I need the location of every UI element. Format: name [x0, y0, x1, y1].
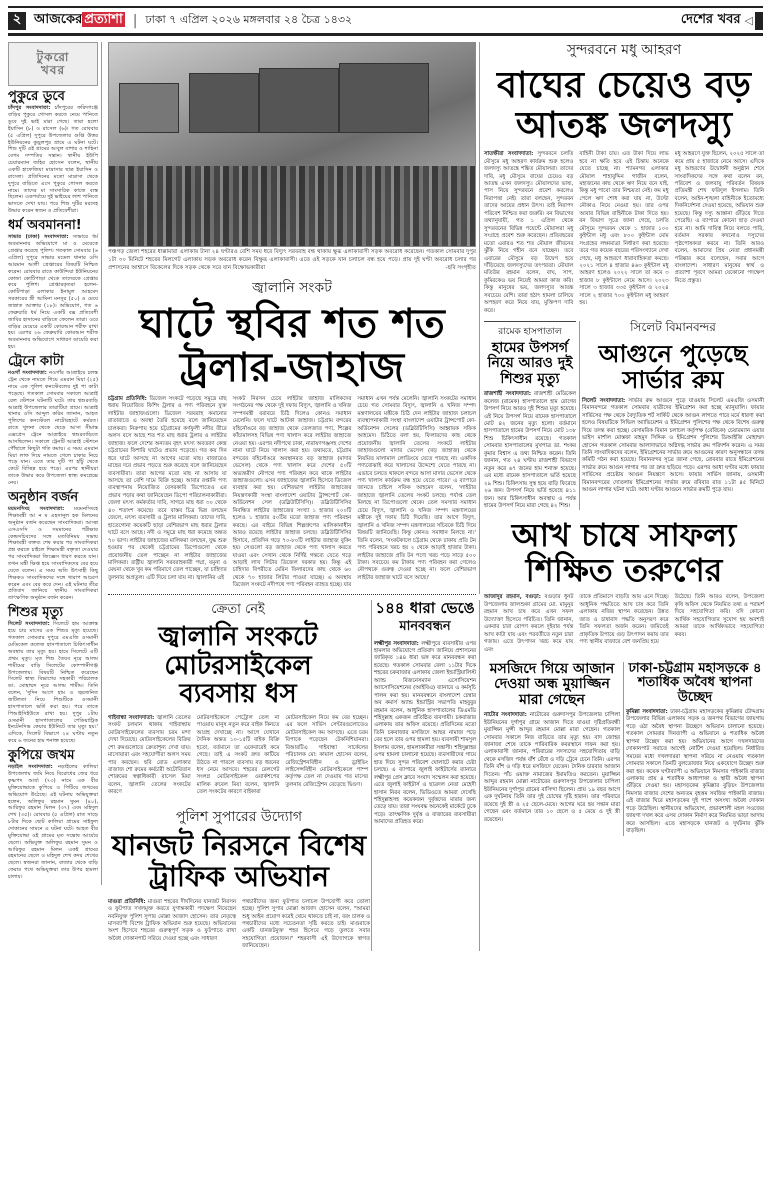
brief-dateline: নড়াইল সংবাদদাতা:	[8, 764, 53, 771]
tiger-headline-line1: বাঘের চেয়েও বড়	[497, 65, 751, 106]
brief-item	[8, 90, 98, 215]
paper-logo	[34, 10, 125, 31]
sugarcane-dateline: আজাদুর রহমান, বগুড়া:	[484, 594, 541, 601]
server-headline-line2: সার্ভার রুম	[622, 366, 724, 395]
photo-credit: -ছবি সংগৃহীত	[445, 264, 476, 271]
section-name: দেশের খবর	[680, 12, 741, 27]
measles-label: রামেক হাসপাতাল	[498, 327, 562, 337]
briefs-banner-line2: খবর	[40, 63, 66, 77]
lead-headline-line1: ঘাটে স্থবির শত শত	[139, 301, 445, 347]
sugarcane-col-2: তাকে প্রতিমাসে বাড়তি আয় এনে দিচ্ছে। আধুনিক পদ্ধতিতে আখ চাষ করে তিনি এলাকায় নজির স্থাপন করেছেন। উন্নত জাত ও চাষাবাদ পদ্ধতি অনুসরণ করে তিনি সফলতা অর্জন করেন। জমিতেই প্রাকৃতিক উপায়ে গুড় উৎপাদন করায় তার পণ্য স্থানীয় বাজারে বেশ জনপ্রিয় হয়ে	[579, 594, 669, 646]
brief-item	[8, 606, 98, 745]
muezzin-dateline: নাটোর সংবাদদাতা:	[484, 712, 527, 719]
measles-story	[484, 321, 576, 510]
motorcycle-headline-line1: জ্বালানি সংকটে মোটরসাইকেল	[158, 622, 318, 681]
section-divider	[108, 594, 476, 595]
paper-name-part1: আজকের	[34, 12, 83, 27]
muezzin-body: নাটোর সংবাদদাতা: নাটোরের গুরুদাসপুর উপজেলার চাপিলা ইউনিয়নের দুর্গাপুর গ্রামে আজান দিতে যাওয়া দৃষ্টিপ্রতিবন্ধী মুয়াজ্জিন মুন্সী আব্দুর রহমান মোল্লা মারা গেছেন। গতকাল সোমবার সকালে নিজ বাড়িতে তার মৃত্যু হয়। বাদ জোহর জানাজা শেষে তাকে পারিবারিক কবরস্থানে দাফন করা হয়। এলাকাবাসী জানান, পরিবারের সদস্যদের সহযোগিতায় বাড়ি থেকে মসজিদ পর্যন্ত বাঁশ বেঁধে ও দড়ি ট্রেনে চেনে তিনি। এরপর তিনি বাঁশ ও দড়ি ধরে মসজিদে যেতেন। দৈনিক চারবার আজান দিতেন। পাঁচ ওয়াক্ত নামাজের ইমামতিও করতেন। মুয়াজ্জিন আব্দুর রহমান মোল্লা নাটোরের গুরুদাসপুর উপজেলার চাপিলা ইউনিয়নের দুর্গাপুর গ্রামের বাসিন্দা ছিলেন। প্রায় ১৯ বছর আগে এক দুর্ঘটনায় তিনি তার দুই চোখের দৃষ্টি হারান। তার পরিবারে রয়েছে দুই স্ত্রী ও ২৫ ছেলে-মেয়ে। আগের ঘরে ছয় সন্তান মারা গেছেন এবং বর্তমানে তার ১০ ছেলে ও ৫ মেয়ে ও দুই স্ত্রী রয়েছেন।	[484, 712, 620, 823]
tiger-headline-line2: আতঙ্ক জলদস্যু	[515, 104, 733, 146]
motorcycle-headline-line2: ব্যবসায় ধস	[179, 679, 297, 710]
motorcycle-kicker: ক্রেতা নেই	[211, 602, 265, 617]
brief-dateline: সাভার (ঢাকা) সংবাদদাতা:	[8, 234, 69, 241]
tiger-story	[484, 38, 764, 315]
sidebar-briefs	[8, 42, 102, 885]
photo-caption	[108, 249, 476, 272]
tiger-col-3: মধু আহরণে যুক্ত ছিলেন, ২০২৫ সালে তা কমে প্রায় ৫ হাজারে নেমে আসে। এদিকে মধু আহরণের উদ্বোধনী অনুষ্ঠান শেষে সাংবাদিকদের সঙ্গে কথা বলেন বন, পরিবেশ ও জলবায়ু পরিবর্তন বিষয়ক প্রতিমন্ত্রী শেখ ফরিদুল ইসলাম। তিনি বলেন, আইন-শৃঙ্খলা বাহিনীকে ইতোমধ্যে দিকনির্দেশনা দেওয়া হয়েছে, অভিযান শুরু হয়েছে। কিন্তু দস্যু আস্তানা গুঁড়িয়ে দিতে পেরেছি। এ ব্যাপারে কোনো ছাড় দেওয়া হবে না। আমি দায়িত্ব নিয়ে বলতে পারি, বর্তমান সরকার কখনোও দস্যুদের পৃষ্ঠপোষকতা করবে না। তিনি আরও বলেন, আমাদের প্রিয় নেতা প্রধানমন্ত্রী পরিষ্কার করে বলেছেন, সবার আগে বাংলাদেশ। সাধারণ মানুষের স্বার্থ ও প্রত্যাশা পূরণে আমরা যেকোনো পদক্ষেপ নিতে প্রস্তুত।	[674, 151, 764, 284]
tiger-col-2: বাহিনী টাকা চায়। এত টাকা দিয়ে লাভ হবে না ক্ষতি হবে এই চিন্তায় অনেকে যেতে চাচ্ছে না। শ্যামনগর এলাকার মৌয়াল শাহাবুদ্দিন গাজীন বলেন, মহাজনের কাছ থেকে ঋণ নিয়ে বনে যাই, কিন্তু মধু পাবো তার নিশ্চয়তা নেই। কম মধু পেলে ঋণ শোধ করা যায় না, উল্টো নৌকাও নিয়ে নেওয়া হয়। তার ওপর আবার বিভিন্ন বাহিনীকে টাকা দিতে হয়। বন বিভাগ সূত্রে জানা গেছে, চলতি মৌসুমে সুন্দরবন থেকে ১ হাজার ১০০ কুইন্টাল মধু এবং ৮০০ কুইন্টাল মোম সংগ্রহের লক্ষ্যমাত্রা নির্ধারণ করা হয়েছে। তবে গত কয়েক বছরের পরিসংখ্যানে দেখা গেছে, মধু আহরণে ধারাবাহিকতা কমছে। ২০২১ সালে ৪ হাজার ৪৬৩ কুইন্টাল মধু আহরণ হলেও ২০২২ সালে তা কমে ৩ হাজার ৮ কুইন্টালে নেমে আসে। ২০২৩ সালে ৩ হাজার ৩৩৫ কুইন্টাল ও ২০২৪ সালে ২ হাজার ৭০০ কুইন্টাল মধু আহরণ হয়।	[579, 151, 669, 307]
measles-headline: হামের উপসর্গ নিয়ে আরও দুই শিশুর মৃত্যু	[487, 340, 573, 387]
lead-body	[108, 396, 476, 590]
traffic-story	[108, 805, 370, 951]
brief-item	[8, 219, 98, 351]
server-dateline: সিলেট সংবাদদাতা:	[582, 397, 626, 404]
server-kicker: সিলেট বিমানবন্দর	[630, 320, 716, 334]
brief-item	[8, 355, 98, 487]
tiger-kicker: সুন্দরবনে মধু আহরণ	[566, 42, 682, 58]
brief-dateline: নওগাঁ সংবাদদাতা:	[8, 370, 47, 377]
brief-title: ট্রেনে কাটা	[8, 353, 64, 369]
brief-body: ময়মনসিংহ সংবাদদাতা: ময়মনসিংহে শিক্ষামন্ত্রী আ ন ম এহসানুল হক মিলনের অনুষ্ঠান বর্জন করেছেন সাংবাদিকরা। আসন্ন এসএসসি ও সমমানের পরীক্ষার কেন্দ্রসচিবদের সঙ্গে মতবিনিময় সভায় শিক্ষামন্ত্রী বক্তব্য শেষ করার পর সাংবাদিকরা প্রশ্ন করতে চাইলে শিক্ষামন্ত্রী বক্তৃতা দেওয়ার পর সাংবাদিকরা জিজ্ঞেস ধারণ করতে যান। তখন মন্ত্রী ক্ষিপ্ত হয়ে সাংবাদিকদের বের হয়ে যেতে বলেন। এ সময় অতি উৎসাহী কিছু শিক্ষকও সাংবাদিকদের সঙ্গে খারাপ আচরণ করেন এবং বের করে দেন। এই ঘটনার তীব্র প্রতিবাদ জানিয়ে স্থানীয় সাংবাদিকরা তাৎক্ষণিক অনুষ্ঠান বর্জন করেন।	[8, 506, 98, 602]
tiger-headline	[484, 66, 764, 145]
brief-title: পুকুরে ডুবে	[8, 89, 65, 104]
brief-body: সাভার (ঢাকা) সংবাদদাতা: সাভারে ধর্ম অবমাননার অভিযোগে মা ও মেয়েকে গ্রেপ্তার করেছে পুলিশ। গতকাল সোমবার (৬ এপ্রিল) দুপুরে সাভার মডেল থানার ওসি আরমান আলী গ্রেপ্তারের বিষয়টি নিশ্চিত করেন। রোববার রাতে কাউন্দিয়া ইউনিয়নের কোন্ডা কোটিপাড়া থেকে তাদেরকে গ্রেপ্তার করে পুলিশ। গ্রেপ্তারকৃতরা হলেন- কোটিপাড়া এলাকার ইনামুল আহমেদ সরকারের স্ত্রী আমিনা মনসুর (৫০) ও মেয়ে জান্নাত আক্তার (১৮)। অভিযোগ, গত ৬ ফেব্রুয়ারি ধর্ম নিয়ে একটি বক্স প্রতিবেশী জাবির হাসানের বাড়িতে ফেলেন তারা। ওরে বাড়ির মেয়েরে একটি কোরআন শরীফ রাখা হয়। এরপর ২৬ ফেব্রুয়ারি কোরআন শরীফ অবমাননার অভিযোগে সাধারণ ডায়েরি করা হয়।	[8, 234, 98, 351]
column-rule	[623, 662, 624, 836]
sugarcane-body	[484, 594, 764, 654]
brief-title: অনুষ্ঠান বর্জন	[8, 489, 79, 505]
traffic-headline-line2: ট্রাফিক অভিযান	[149, 859, 329, 893]
traffic-body	[108, 899, 370, 951]
highway-story	[626, 662, 764, 836]
briefs-banner-line1: টুকরো	[36, 49, 70, 64]
section144-subheadline: মানববন্ধন	[399, 618, 451, 634]
sugarcane-headline	[484, 518, 764, 588]
column-rule	[579, 321, 580, 510]
brief-body: নড়াইল সংবাদদাতা: নড়াইলের কালিয়া উপজেলায় জমি নিয়ে বিরোধের জের ধরে কৃষ্ণপদ আর্য্য (৭৩) নামে এক বীর মুক্তিযোদ্ধাকে কুপিয়ে ও পিটিয়ে জখমের অভিযোগ উঠেছে। এই ঘটনায় অভিযুক্তরা হলেন, অলিফুর রহমান সুমন (৪০), আরিফুর রহমান মিলন (৩৭) এবং মহিদুল শেখ (৩৫)। রোববার (৫ এপ্রিল) রাত সাড়ে ৮টার দিকে ছোট কালিয়া গ্রামের সাইফুল দোকানের সামনে এ ঘটনা ঘটে। আহত বীর মুক্তিযোদ্ধা ওই গ্রামের মৃত সন্তোষ আর্য্যের ছেলে। অভিযুক্ত অলিফুর রহমান সুমন ও আরিফুর রহমান মিলন একই গ্রামের রহমানের ছেলে ও মহিদুল শেখ কদর শেখের ছেলে। স্বজনরা জানান, বাজার থেকে বাড়ি ফেরার পথে অভিযুক্তরা তার উপর হামলা চালায়।	[8, 764, 98, 880]
traffic-col-1: মাগুরা প্রতিনিধি: মাগুরা শহরের দীর্ঘদিনের যানজট নিরসন ও ফুটপাত দখলমুক্ত করতে যুগান্তকারী পদক্ষেপ নিয়েছেন নবনিযুক্ত পুলিশ সুপার মোল্লা আজাদ হোসেন। তার নেতৃত্বে মাসব্যাপী বিশেষ ট্রাফিক অভিযান শুরু হয়েছে। অভিযানের অংশ হিসেবে শহরের গুরুত্বপূর্ণ সড়ক ও ফুটপাতে রাখা অবৈধ দোকানপাট সরিয়ে দেওয়া হচ্ছে এবং সাধারণ	[108, 898, 236, 942]
sugarcane-col-3: উঠেছে। তিনি আরও বলেন, উপজেলা কৃষি অফিস থেকে নিয়মিত তথ্য ও পরামর্শ দিয়ে সহযোগিতা করি। যদি কোনো আর্থিক সহযোগিতার সুযোগ হয় অবশ্যই আমরা তাকে আর্থিকভাবে সহযোগিতা করব।	[674, 594, 764, 638]
brief-dateline: সিলেট সংবাদদাতা:	[8, 621, 50, 628]
server-body: সিলেট সংবাদদাতা: সার্ভার রুম আগুনে পুড়ে যাওয়ায় সিলেট এমএজি ওসমানী বিমানবন্দরে গতকাল সোমবার যাত্রীদের ইমিগ্রেশন করা হচ্ছে ম্যানুয়ালি। ফায়ার সার্ভিসের পক্ষ থেকে বৈদ্যুতিক শর্ট সার্কিট থেকে আগুন লাগতে পারে মর্মে ধারণা করা হলেও বিষয়টিকে সিভিল অ্যাভিয়েশন ও ইমিগ্রেশন পুলিশের পক্ষ থেকে বিশেষ গুরুত্ব দিয়ে তদন্ত করা হচ্ছে। বেসামরিক বিমান চলাচল কর্তৃপক্ষ (বেবিচক) চেয়ারম্যান এয়ার ভাইস মার্শাল মোস্তফা মাহমুদ সিদ্দিক ও ইমিগ্রেশন পুলিশের ডিআইজি মোহাম্মদ হোসেন গতকাল সোমবার আলাদাভাবে অগ্নিদগ্ধ সার্ভার রুম পরিদর্শন করেন। এ সময় তিনি সাংবাদিকদের বলেন, ইমিগ্রেশনের সার্ভার রুমে আগুনের কারণ অনুসন্ধানে তদন্ত কমিটি গঠন করা হয়েছে। বিমানবন্দর সূত্রে জানা গেছে, রোববার রাতে ইমিগ্রেশনের সার্ভার রুমে আগুন লাগার পর তা দ্রুত ছড়িয়ে পড়ে। এরপর আধা ঘণ্টার মধ্যে ফায়ার সার্ভিসের প্রচেষ্টায় আগুন নিয়ন্ত্রণে আসে। ফায়ার সার্ভিস জানায়, ওসমানী বিমানবন্দরের দোতলায় ইমিগ্রেশনের সার্ভার রুমে রবিবার রাত ১১টা ৪৫ মিনিটে আগুন লাগার ঘটনা ঘটে। আধা ঘণ্টার আগুনে সার্ভার রুমটি পুড়ে যায়।	[582, 397, 764, 494]
motorcycle-dateline: গাইবান্ধা সংবাদদাতা:	[108, 714, 155, 721]
lead-headline	[108, 302, 476, 390]
tiger-dateline: সাতক্ষীরা সংবাদদাতা:	[484, 151, 534, 158]
briefs-banner	[8, 42, 98, 86]
motorcycle-headline	[108, 623, 368, 709]
brief-item	[8, 749, 98, 881]
lead-col-3: সমাধান এখন পর্যন্ত মেলেনি। জ্বালানি সংকটের সমাধান চেয়ে গত সোমবার বিদ্যুৎ, জ্বালানি ও খনিজ সম্পদ মন্ত্রণালয়ের মন্ত্রীকে চিঠি দেন লাইটার জাহাজ চলাচল ব্যবস্থাপনাকারী সংস্থা বাংলাদেশ ওয়াটার ট্রান্সপোর্ট কো-অর্ডিনেশন সেলের (ডব্লিউটিসিসি) আহ্বায়ক সফিক আহমেদ। চিঠিতে বলা হয়, ফিলারদের কাছ থেকে প্রয়োজনীয় জ্বালানি তেলের সংকটে লাইটার জাহাজগুলো মাদার ভেসেল (বড় জাহাজ) থেকে নিয়মিত মালামাল লোডিংয়ে যেতে পারছে না। একদিক পণ্যবোঝাই করে খালাসের উদ্দেশ্যে যেতে পারছে না। এভাবে চলতে থাকলে বন্দরে আসা মাদার ভেসেল থেকে পণ্য খালাস কার্যক্রম বন্ধ হয়ে যেতে পারে।' এ ব্যাপারে জানতে চাইলে সফিক আহমেদ বলেন, 'লাইটার জাহাজে জ্বালানি তেলের সংকট চলছে। পর্যাপ্ত তেল মিলছে না ডিপোগুলো থেকে। তেল সমস্যার সমাধান চেয়ে বিদ্যুৎ, জ্বালানি ও খনিজ সম্পদ মন্ত্রণালয়ের মন্ত্রীকে দুই দফায় চিঠি দিয়েছি। তার আগে বিদ্যুৎ, জ্বালানি ও খনিজ সম্পদ মন্ত্রণালয়ের সচিবকে চিঠি দিয়ে বিষয়টি জানিয়েছি। কিন্তু কোনও সমাধান মিলছে না।' তিনি বলেন, 'সংকটকালে চট্টগ্রাম থেকে ঢাকায় প্রতি টন পণ্য পরিবহনে খরচ হয় ২ থেকে আড়াই হাজার টাকা। লাইটার জাহাজে প্রতি টন পণ্যে খরচ পড়ে সাড়ে ৫০০ টাকা। সবচেয়ে কম টাকায় পণ্য পরিবহন করা গেলেও নৌপথকে গুরুত্ব দেওয়া হচ্ছে না। ফলে বেশিরভাগ লাইটার জাহাজ ঘাটে বসে আছে।'	[357, 396, 477, 581]
lead-kicker: জ্বালানি সংকট	[252, 280, 332, 296]
highway-headline: ঢাকা-চট্টগ্রাম মহাসড়কে ৪ শতাধিক অবৈধ স্থাপনা উচ্ছেদ	[628, 661, 762, 705]
page-number: ২	[8, 12, 26, 30]
server-story	[582, 319, 764, 495]
section144-body: লক্ষ্মীপুর সংবাদদাতা: লক্ষ্মীপুরে ব্যবসায়ীর ওপর হামলার অভিযোগে প্রতিবাদ জানিয়ে প্রশাসনের জারিকৃত ১৪৪ ধারা ভঙ্গ করে মানববন্ধন করা হয়েছে। গতকাল সোমবার বেলা ১১টার দিকে শহরের চকবাজার এলাকায় জেলা ইন্ডাস্ট্রিয়ালিস্ট অ্যান্ড বিজনেসম্যান এসোসিয়েশন অ্যাসোসিয়েশনের (আইবিএ) ব্যানারে এ কর্মসূচি পালন করা হয়। মানববন্ধনে বাংলাদেশ চেম্বার অব কমার্স অ্যান্ড ইন্ডাস্ট্রির সভাপতি মাহবুবুর রহমান বলেন, আধুনিক হাসপাতালের ডিএমডি শহিদুল্লাহ একজন প্রতিষ্ঠিত ব্যবসায়ী। চকবাজার এলাকায় তার অফিস রয়েছে। প্রতিদিনের মতো তিনি চকবাজার মসজিদে আছর নামাজ পড়ে বের হলে তার ওপর হামলা হয়। ব্যবসায়ী শামসুল ইসলাম বলেন, হামলাকারীরা সন্ত্রাসী। শহিদুল্লাহর ওপর হামলা চালানো হয়েছে। ব্যবসায়ীদের গায়ে হাত দিয়ে সুন্দর পরিবেশ ঘোলাটে করার চেষ্টা চলছে। এ ব্যাপারে জুলাই ফাইটার্সের ব্যানারে লক্ষ্মীপুর প্রেস ক্লাবে সংবাদ সম্মেলন করা হয়েছে। এতে জুলাই ফাইটার্স ও ছাত্রদল নেতা মেহেদী হাসান নিরব বলেন, ভিডিওতে আমরা দেখেছি শহিদুল্লাহসহ কয়েকজন দুর্বৃত্তদের মারার জন্য তেড়ে যায়। তারা সংঘবদ্ধ অনেকেই মার্কেটে ঢুকে পড়ে। তাৎক্ষণিক দুর্বৃত্ত ও বাজারের ব্যবসায়ীরা আমাদের প্রতিহত করে।	[374, 640, 476, 826]
section-marker-icon	[755, 12, 763, 30]
motorcycle-story	[108, 600, 368, 797]
muezzin-story	[484, 662, 620, 824]
sugarcane-story	[484, 518, 764, 654]
brief-item	[8, 491, 98, 602]
sugarcane-headline-line2: শিক্ষিত তরুণের	[525, 551, 723, 590]
tiger-body	[484, 151, 764, 315]
sugarcane-headline-line1: আখ চাষে সাফল্য	[511, 516, 737, 554]
motorcycle-col-3: মোটরসাইকেল নিয়ে কম বের হচ্ছেন। এর ফলে সার্ভিস সেন্টারগুলোতেও মোটরসাইকেল কম আসছে। এতে চরম বিপাকে পড়েছেন টেকনিশিয়ানরা। বিআরটিএ গাইবান্ধা সার্কেলের পরিচালক মো: কামাল হোসেন বলেন, রেজিস্ট্রেশনবিহীন ও ড্রাইভিং লাইসেন্সবিহীন মোটরসাইকেলে পাম্প কর্তৃপক্ষ তেল না দেওয়ায় গত মাসের তুলনায় রেজিস্ট্রেশন বেড়েছে দ্বিগুণ।	[285, 714, 369, 788]
section-arrow-icon: ◁	[744, 14, 753, 27]
muezzin-headline: মসজিদে গিয়ে আজান দেওয়া অন্ধ মুয়াজ্জিন মারা গেছেন	[489, 661, 615, 708]
motorcycle-col-1: গাইবান্ধা সংবাদদাতা: জ্বালানি তেলের সংকট চলমান থাকায় গাইবান্ধায় মোটরসাইকেলের ব্যবসায় চরম মন্দা দেখা দিয়েছে। মোটরসাইকেলের বিক্রির শো রুমগুলোতে ক্রেতাশূন্য দেখা যায়। মাসোয়ারা এবং সহযোগীরা অলস সময় পার করছেন। ছবি রোড এলাকার বাজাজ শো রুমের কর্মচারী অটোবিতান শোরুমের স্বত্বাধিকারী রাসেল মিয়া বলেন, জ্বালানি তেলের সংকটের কারণে	[108, 714, 191, 796]
lead-story	[108, 276, 476, 590]
tiger-col-1: সাতক্ষীরা সংবাদদাতা: সুন্দরবনে চলতি মৌসুমে মধু আহরণ কার্যক্রম শুরু হলেও জলদস্যু আতঙ্কে শঙ্কিত মৌয়ালরা। তাদের দাবি, মধু মৌসুমে বাঘের চেয়েও বড় আতঙ্ক এখন জলদস্যু। মৌয়ালদের ভাষ্য, পাস নিয়ে সুন্দরবনে প্রবেশ করলেও নিরাপত্তা নেই। তারা বলছেন, সুন্দরবন তাদের আয়ের প্রধান উৎস। তাই নিরাপদ পরিবেশ নিশ্চিত করা জরুরি। বন বিভাগের তথ্যানুযায়ী, গত ১ এপ্রিল থেকে সুন্দরবনের বিভিন্ন পয়েন্টে মৌয়ালরা মধু সংগ্রহে প্রবেশ শুরু করেছেন। প্রতিবছরের মতো এবারও শত শত মৌয়াল জীবনের ঝুঁকি নিয়ে গহীন বনে যাচ্ছেন। তবে এবারের মৌসুমে বড় উদ্বেগ হয়ে দাঁড়িয়েছে জলদস্যুদের তৎপরতা। মৌয়াল মতিউর রহমান বলেন, বাঘ, সাপ, কুমিরকেও ভয় নিয়েই আমরা কাজ করি। কিন্তু মানুষের ভয়, জলদস্যুর আতঙ্ক সবচেয়ে বেশি। তারা হঠাৎ হামলা চালিয়ে অপহরণ করে নিয়ে যায়, মুক্তিপণ দাবি করে।	[484, 151, 574, 314]
section144-story	[374, 600, 476, 827]
motorcycle-body	[108, 715, 368, 797]
lead-headline-line2: ট্রলার-জাহাজ	[179, 345, 405, 391]
brief-dateline: চাঁদপুর সংবাদদাতা:	[8, 105, 51, 112]
server-headline-line1: আগুনে পুড়েছে	[598, 340, 748, 368]
column-rule	[479, 600, 480, 951]
column-rule	[479, 42, 480, 594]
photo-caption-text: পঞ্চগড় জেলা শহরের ধাক্কামারা এলাকায় টানা ২৪ ঘণ্টারও বেশি সময় ধরে বিদ্যুৎ সরবরাহ বন্ধ থাকায় ক্ষুব্ধ এলাকাবাসী সড়ক অবরোধ করেছেন। গতকাল সোমবার দুপুর ১টা ৩০ মিনিটে শহরের মিলগেট এলাকায় সড়ক অবরোধ করেন বিক্ষুব্ধ এলাকাবাসী। এতে ওই সড়কে যান চলাচল বন্ধ হয়ে পড়ে। প্রায় দুই ঘণ্টা অবরোধ চলার পর প্রশাসনের আশ্বাসে বিকেলের দিকে সড়ক থেকে সরে যান বিক্ষোভকারীরা	[108, 249, 476, 271]
section144-dateline: লক্ষ্মীপুর সংবাদদাতা:	[374, 640, 419, 647]
sugarcane-col-1: আজাদুর রহমান, বগুড়া: বগুড়ার ধুনট উপজেলার জালশুকা গ্রামের মো. মামুনুর রহমান আখ চাষ করে এখন সফল উদ্যোক্তা হিসেবে পরিচিত। তিনি জানান, একবার চারা রোপণ করলে দুইবার পর্যন্ত আখ কাটা যায় এবং পরবর্তীতে নতুন চারা গজায়। এতে উৎপাদন খরচ কমে যায় এবং	[484, 594, 574, 653]
section144-headline: ১৪৪ ধারা ভেঙে	[375, 599, 475, 617]
highway-dateline: কুমিল্লা সংবাদদাতা:	[626, 708, 668, 715]
traffic-col-2: পথচারীদের জন্য ফুটপাত চলাচল উপযোগী করে তোলা হচ্ছে। পুলিশ সুপার মোল্লা আজাদ হোসেন বলেন, "আমরা শুধু আইন প্রয়োগ করেই থেমে থাকতে চাই না, বরং চালক ও পথচারীদের মধ্যে সচেতনতা সৃষ্টি করতে চাই। মাগুরাকে একটি যানজটমুক্ত শহর হিসেবে গড়ে তুলতে সবার সহযোগিতা প্রয়োজন।" শহরবাসী এই উদ্যোগকে স্বাগত জানিয়েছেন।	[242, 898, 370, 950]
traffic-dateline: মাগুরা প্রতিনিধি:	[108, 898, 146, 905]
measles-dateline: রাজশাহী সংবাদদাতা:	[484, 391, 532, 398]
brief-dateline: ময়মনসিংহ সংবাদদাতা:	[8, 506, 65, 513]
masthead	[8, 6, 763, 36]
highway-body: কুমিল্লা সংবাদদাতা: ঢাকা-চট্টগ্রাম মহাসড়কের কুমিল্লার চৌদ্দগ্রাম উপজেলার বিভিন্ন এলাকায় সড়ক ও জনপথ বিভাগের জায়গায় গড়ে ওঠা অবৈধ স্থাপনা উচ্ছেদে অভিযান চালানো হয়েছে। গতকাল সোমবার দিনব্যাপী এ অভিযানে ৪ শতাধিক অবৈধ স্থাপনা উচ্ছেদ করা হয়। অভিযানের আগে দখলদারদের দোকানপাট সরাতে আগেই নোটিশ দেওয়া হয়েছিল। নির্ধারিত সময়ের মধ্যে দখলদাররা স্থাপনা সরিয়ে না নেওয়ায় গতকাল সোমবার সকালে তিনটি বুলডোজার নিয়ে একযোগে উচ্ছেদ শুরু করা হয়। কয়েক ঘণ্টাব্যাপী এ অভিযানে নিমসার পাইকারি বাজার এলাকায় প্রায় ৪ শতাধিক আধাপাকা ও স্থায়ী অবৈধ স্থাপনা গুঁড়িয়ে দেওয়া হয়। মহাসড়কের কুমিল্লার বুড়িচং উপজেলার নিমসার বাজার দেশের অন্যতম বৃহত্তম সবজির পাইকারি বাজার। এই বাজার ঘিরে মহাসড়কের দুই পাশে অসংখ্য অবৈধ দোকান গড়ে উঠেছিল। স্থানীয়দের অভিযোগ, প্রভাবশালী মহল সওজের জায়গা দখল করে এসব দোকান নির্মাণ করে নিয়মিত ভাড়া আদায় করে আসছিল। এতে মহাসড়কে যানজট ও দুর্ঘটনার ঝুঁকি বাড়ছিল।	[626, 708, 765, 835]
server-headline	[582, 341, 764, 394]
traffic-kicker: পুলিশ সুপারের উদ্যোগ	[175, 809, 303, 825]
lead-col-2: সংকট নিরসন চেয়ে লাইটার জাহাজ মালিকদের সংগঠনের পক্ষ থেকে দুই দফায় বিদ্যুৎ, জ্বালানি ও খনিজ সম্পদমন্ত্রী বরাবরে চিঠি দিলেও কোনও সমাধান মেলেনি। ফলে ঘাটে আটকা জাহাজ। চট্টগ্রাম বন্দরের বহির্নোঙরে বড় জাহাজ থেকে তেলজাত পণ্য, শিল্পের কাঁচামালসহ বিভিন্ন পণ্য খালাস করে লাইটার জাহাজে নেওয়া হয়। এরপর নদীপথে ঢাকা, নারায়ণগঞ্জসহ দেশের নানা ঘাটে নিয়ে খালাস করা হয়। তথ্যমতে, চট্টগ্রাম বন্দরের বহির্নোঙরে অবস্থানরত বড় জাহাজ (মাদার ভেসেল) থেকে পণ্য খালাস করে দেশের ৫০টি অভ্যন্তরীণ নৌপথে পণ্য পরিবহন করে থাকে লাইটার জাহাজগুলো। এসব জাহাজের জ্বালানি হিসেবে ডিজেল ব্যবহার করা হয়। বেশিরভাগ লাইটার জাহাজের নিয়ন্ত্রণকারী সংস্থা বাংলাদেশ ওয়াটার ট্রান্সপোর্ট কো-অর্ডিনেশন সেল (ডব্লিউটিসিসি)। ডব্লিউটিসিসির নিবন্ধিত লাইটার জাহাজের সংখ্যা ১ হাজার ২০০টি হলেও ১ হাজার ৫০টির মতো জাহাজ পণ্য পরিবহন করছে। এর বাইরে বিভিন্ন শিল্পগ্রুপের মালিকানাধীন আরও রয়েছে লাইটার জাহাজ চলছে। ডব্লিউটিসিসির হিসাবে, প্রতিদিন গড়ে ৭০-৮০টি লাইটার জাহাজ বুকিং হয়। সেগুলো বড় জাহাজ থেকে পণ্য খালাস করতে যাওয়া এবং সেখান থেকে নির্দিষ্ট গন্তব্যে যেতে গড়ে আড়াই লাখ লিটার ডিজেল দরকার হয়। কিন্তু এই চাহিদার বিপরীতে মেরিন ফিলারদের কাছ থেকে ৬০ থেকে ৭০ হাজার লিটার পাওয়া যাচ্ছে। এ অবস্থায় ডিজেল সংকটে নদীপথে পণ্য পরিবহন ব্যাহত হচ্ছে। যার	[232, 396, 352, 589]
news-photo	[108, 42, 476, 247]
masthead-dateline: ঢাকা ৭ এপ্রিল ২০২৬ মঙ্গলবার ২৪ চৈত্র ১৪৩২	[145, 13, 353, 26]
brief-title: শিশুর মৃত্যু	[8, 605, 64, 621]
brief-title: ধর্ম অবমাননা!	[8, 218, 82, 234]
measles-body: রাজশাহী সংবাদদাতা: রাজশাহী মেডিকেল কলেজ (রামেক) হাসপাতালে হাম রোগের উপসর্গ নিয়ে আরও দুই শিশুর মৃত্যু হয়েছে। এই নিয়ে উপসর্গ নিয়ে রামেক হাসপাতালে মোট ৪২ জনের মৃত্যু হলো। বর্তমানে হাসপাতালে হামের উপসর্গ নিয়ে মোট ১৩৮ শিশু চিকিৎসাধীন রয়েছে। গতকাল সোমবার হাসপাতালের মুখপাত্র ডা. শংকর কুমার বিশ্বাস এ তথ্য নিশ্চিত করেন। তিনি জানান, গত ২৪ ঘণ্টায় রাজশাহী বিভাগে নতুন করে ৬৭ জনের হাম শনাক্ত হয়েছে। এর মধ্যে রামেক হাসপাতালে ভর্তি হয়েছে ২৯ শিশু। চিকিৎসায় সুস্থ হয়ে বাড়ি ফিরেছে ২৬ জন। উপসর্গ নিয়ে ভর্তি হয়েছে ৪১১ জন। আর চিকিৎসাধীন অবস্থায় এ পর্যন্ত হামের উপসর্গ নিয়ে মারা গেছে ৪২ শিশু।	[484, 391, 577, 509]
paper-name-part2: প্রত্যাশা	[84, 12, 123, 27]
brief-title: কুপিয়ে জখম	[8, 747, 75, 763]
brief-body: সিলেট সংবাদদাতা: সিলেটে হাম আক্রান্ত হয়ে চার মাসের এক শিশুর মৃত্যু হয়েছে। গতকাল সোমবার দুপুরে এমএজি ওসমানী মেডিকেল কলেজ হাসপাতালে চিকিৎসাধীন অবস্থায় তার মৃত্যু হয়। হামে সিলেটে এটি প্রথম মৃত্যু। মৃত শিশু তৈয়ব নূরে আলম শামীমের বাড়ি সিলেটের কোম্পানীগঞ্জ উপজেলায়। বিষয়টি নিশ্চিত করেছেন সিলেট স্বাস্থ্য বিভাগের সহকারী পরিচালক ডা. মোহাম্মদ নূরে আলম শামীম। তিনি বলেন, 'দুদিন আগে হাম ও জ্বরজনিত জটিলতা নিয়ে শিশুটিকে ওসমানী হাসপাতালে ভর্তি করা হয়। পরে তাকে পিআইসিইউতে রাখা হয়। দুপুর ১টায় ওসমানী হাসপাতালের পেডিয়াট্রিক ইনটেনসিভ কেয়ার ইউনিটে তার মৃত্যু হয়।' এদিকে, সিলেট বিভাগে ২৪ ঘণ্টায় নতুন করে ৬ জনের হাম শনাক্ত হয়েছে।	[8, 621, 98, 745]
brief-body: চাঁদপুর সংবাদদাতা: চাঁদপুরের ফরিদগঞ্জে বাড়ির পুকুরে গোসল করতে নেমে পানিতে ডুবে দুই ভাই মারা গেছে। তারা হলো ইয়াসিন (৮) ও রাসেল (৬)। গত রোববার (৫ এপ্রিল) দুপুরে উপজেলার গুপ্তি উত্তর ইউনিয়নের কুড়ুলপুর গ্রামে এ ঘটনা ঘটে। শিশু দুটি ওই গ্রামের আবুল বাশার ও শাহিনা বেগম দম্পতির সন্তান। স্থানীয় ইউপি চেয়ারম্যান জহির হোসেন বলেন, স্থানীয় একটি হাফেজিয়া মাদ্রাসার ছাত্র ইয়াসিন ও রাসেল। প্রতিদিনের মতো মাদ্রাসা থেকে দুপুরে বাড়িতে এসে পুকুরে গোসল করতে নামে। তাদের মা সাংসারিক কাজে ব্যস্ত ছিলেন। একপর্যায়ে দুই ভাইয়ের লাশ পানিতে ভাসতে দেখা যায়। পরে শিশু দুটির মরদেহ উদ্ধার করেন স্বজন ও প্রতিবেশীরা।	[8, 105, 99, 215]
traffic-headline	[108, 831, 370, 893]
lead-dateline: চট্টগ্রাম প্রতিনিধি:	[108, 396, 147, 402]
masthead-separator: |	[132, 12, 138, 29]
traffic-headline-line1: যানজট নিরসনে বিশেষ	[111, 829, 367, 862]
brief-body: নওগাঁ সংবাদদাতা: নওগাঁর আত্রাইয়ে চলন্ত ট্রেন থেকে নামতে গিয়ে এমরান মিয়া (২৫) নামে এক পুলিশ কনস্টেবলের দুই পা কাটা পড়েছে। গতকাল সোমবার সকালে আত্রাই রেল স্টেশনে ঘটনাটি ঘটে। তার শ্বশুরবাড়ি আত্রাই উপজেলার তারাটিয়া গ্রামে। আত্রাই থানার ওসি আব্দুল করিম জানান, আহত পুলিশের কনস্টেবল নাটোরহাটে কর্মরত। রাতে খুলনা থেকে ছেড়ে আসা সীমান্ত এক্সপ্রেস ট্রেনে আত্রাইয়ে শ্বশুরবাড়িতে আসছিলেন। সকালে ট্রেনটি আত্রাই স্টেশনে পৌঁছালে কিছুটা গতি কমায়। এ সময় এমরান মিয়া লাফ দিয়ে নামতে গেলে চাকার নিচে পড়ে যান। এতে তার দুটি পা হাঁটু থেকে কেটে বিচ্ছিন্ন হয়ে পড়ে। এরপর স্থানীয়রা তাকে উদ্ধার করে উপজেলা স্বাস্থ্য কমপ্লেক্সে নেয়।	[8, 370, 98, 486]
column-rule	[371, 600, 372, 951]
motorcycle-col-2: মোটরসাইকেলে পেট্রোল তেল না পাওয়ায় মানুষ নতুন করে বাইক কিনতে আগ্রহ দেখাচ্ছে না। আগে যেখানে দৈনিক অন্তত ১০-১৫টি বাইক বিক্রি হতো, বর্তমানে তা একেবারেই কমে গেছে। তাই এ সংকট দ্রুত কাটিয়ে উঠতে না পারলে ব্যবসায় বড় ধরনের ধস নেমে আসবে। শহরের রেলগেট সংলগ্ন মোটরসাইকেল ওয়ার্কশপের মালিক রুবেল মিয়া বলেন, জ্বালানি তেল সংকটের কারণে বাইকারা	[196, 714, 280, 796]
lead-col-1: চট্টগ্রাম প্রতিনিধি: ডিজেল সংকটে পড়েছে সমুদ্রে মাছ ধরায় নিয়োজিত ফিশিং ট্রলার ও পণ্য পরিবহনে যুক্ত লাইটার জাহাজগুলো। ডিজেল সরবরাহ কমানোর রাতারাতে এ অবস্থা তৈরি হয়েছে বলে জানিয়েছেন চালকরা। নিরুপায় হয়ে চট্টগ্রামের কর্ণফুলী নদীর তীরে অলস বসে আছে শত শত মাছ ধরার ট্রলার ও লাইটার জাহাজ। ফলে দেশের অন্যতম বৃহৎ মৎস্য অবতরণ কেন্দ্র চট্টগ্রামের ফিশারি ঘাটেও প্রভাব পড়েছে। গত কয় দিন ধরে ঘাটে আসছে না আগের মতো মাছ। বাজারেও মাছের দরে প্রভাব পড়তে শুরু করেছে বলে জানিয়েছেন ব্যবসায়ীরা। তারা আগের মতো মাছ না আসায় যা আসছে তা বেশি দামে বিক্রি হচ্ছে। আবার রপ্তানি পণ্য ব্যবস্থাপনায় নিয়োজিত বেসরকারি ডিপোতেও এর প্রভাব পড়ার কথা জানিয়েছেন ডিপো পরিচালনাকারীরা। জেলা মৎস্য কর্মকর্তার দাবি, সাগরে মাছ ধরা ৩০ থেকে ৪০ শতাংশ কমেছে। তবে বাস্তব চিত্র ভিন্ন বলছেন জেলে, মৎস্য ব্যবসায়ী ও ট্রলার মালিকরা। তাদের দাবি, হাতেগোনা কয়েকটি ছাড়া বেশিরভাগ মাছ ধরার ট্রলার ঘাটে বসে আছে। নদী ও সমুদ্রে মাছ ধরা কমেছে অন্তত ৭০ ভাগ। লাইটার জাহাজের মালিকরা বলছেন, যুদ্ধ শুরু হওয়ার পর থেকেই চট্টগ্রামের ডিপোগুলো থেকে প্রয়োজনীয় তেল পাচ্ছেন না লাইটার জাহাজের মালিকরা। রাষ্ট্রীয় জ্বালানি সরবরাহকারী পদ্মা, যমুনা ও মেঘনা থেকে খুব কম পরিমাণে তেল পাচ্ছেন, যা চাহিদার তুলনায় অপ্রতুল। এটি দিয়ে চলা যায় না। জ্বালানির এই	[108, 396, 227, 581]
